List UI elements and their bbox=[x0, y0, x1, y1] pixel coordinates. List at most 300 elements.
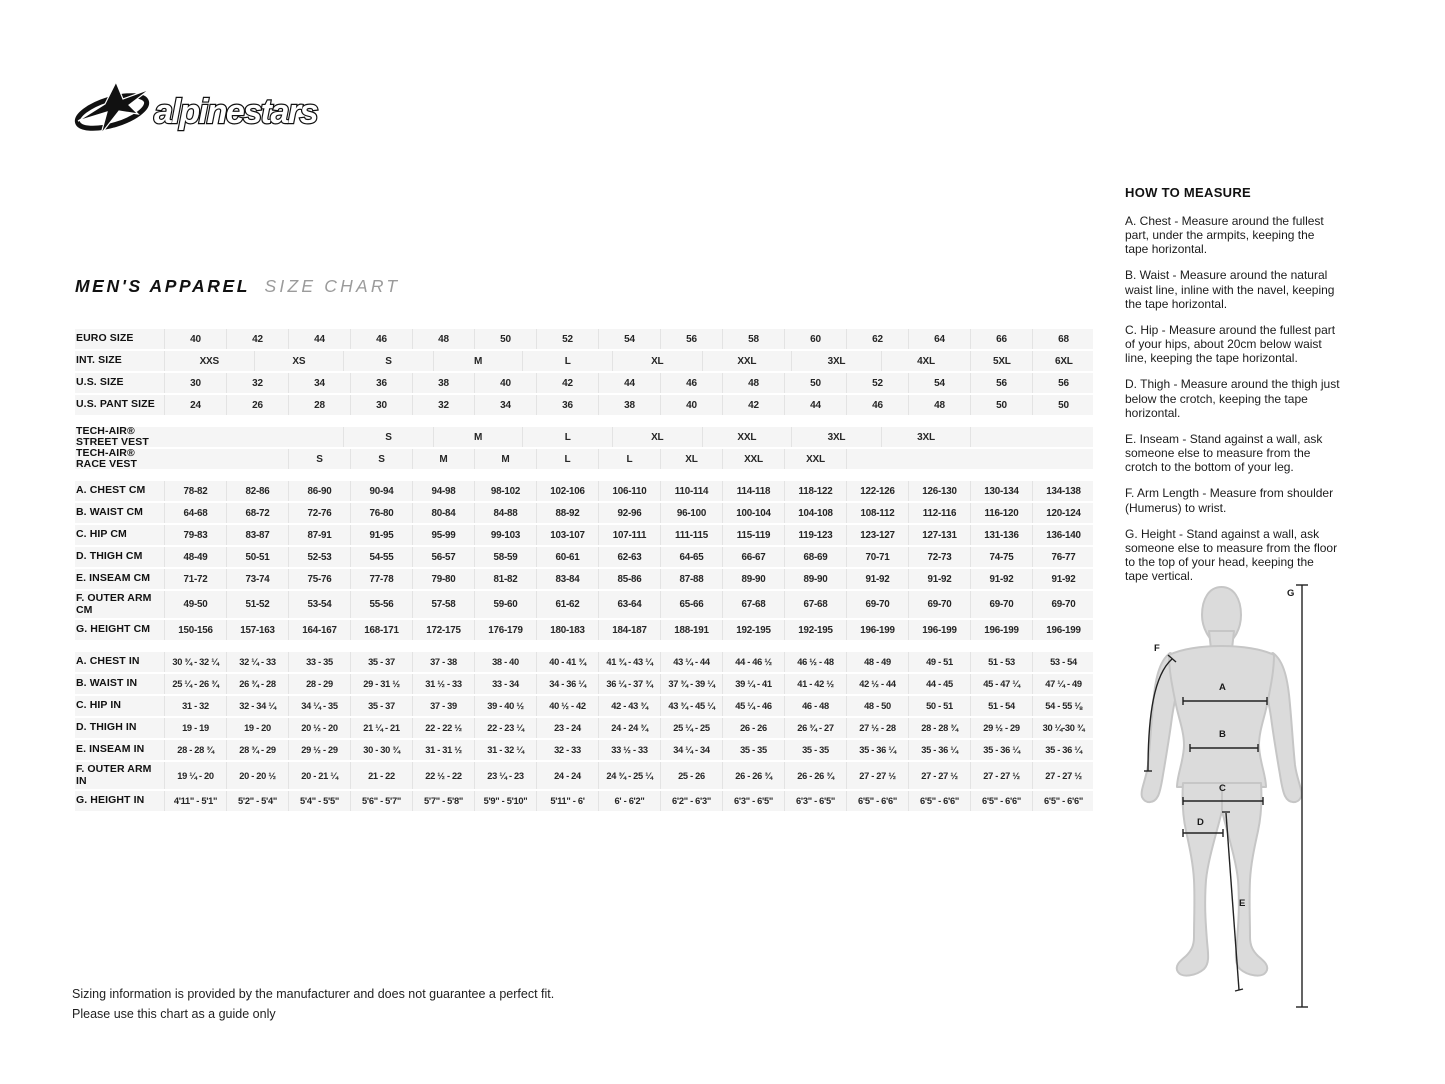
size-cell: 6'2" - 6'3" bbox=[660, 791, 722, 811]
size-cell: 168-171 bbox=[350, 620, 412, 640]
size-cell: 37 - 38 bbox=[412, 652, 474, 672]
size-cell: 25 ¼ - 26 ¾ bbox=[164, 674, 226, 694]
size-cell: 98-102 bbox=[474, 481, 536, 501]
size-cell: 47 ¼ - 49 bbox=[1032, 674, 1094, 694]
size-cell bbox=[164, 449, 226, 469]
size-cell: 50 bbox=[970, 395, 1032, 415]
size-cell: 6'5" - 6'6" bbox=[846, 791, 908, 811]
size-cell: 87-91 bbox=[288, 525, 350, 545]
size-cell: 92-96 bbox=[598, 503, 660, 523]
size-cell: 5'2" - 5'4" bbox=[226, 791, 288, 811]
size-cell: 37 ¾ - 39 ¼ bbox=[660, 674, 722, 694]
size-row bbox=[75, 569, 1093, 589]
size-cell: 24 - 24 ¾ bbox=[598, 718, 660, 738]
size-row bbox=[75, 446, 1093, 470]
size-cell: XXS bbox=[164, 351, 254, 371]
size-cell: 72-76 bbox=[288, 503, 350, 523]
size-cell: 26 ¾ - 27 bbox=[784, 718, 846, 738]
size-cell: 5'11" - 6' bbox=[536, 791, 598, 811]
row-label: C. HIP CM bbox=[76, 528, 127, 541]
size-cell: 20 - 21 ¼ bbox=[288, 762, 350, 789]
size-cell: 54-55 bbox=[350, 547, 412, 567]
size-cell: 5'9" - 5'10" bbox=[474, 791, 536, 811]
size-cell: 37 - 39 bbox=[412, 696, 474, 716]
size-cell: 32 bbox=[412, 395, 474, 415]
size-cell: 74-75 bbox=[970, 547, 1032, 567]
size-cell: 44 - 45 bbox=[908, 674, 970, 694]
size-cell: 19 ¼ - 20 bbox=[164, 762, 226, 789]
size-cell: 56-57 bbox=[412, 547, 474, 567]
size-cell: 91-95 bbox=[350, 525, 412, 545]
size-cell: 35 - 37 bbox=[350, 696, 412, 716]
size-cell: 180-183 bbox=[536, 620, 598, 640]
body-silhouette bbox=[1142, 587, 1302, 976]
size-cell: 46 bbox=[846, 395, 908, 415]
alpinestars-logo bbox=[70, 80, 326, 138]
size-cell: 30 bbox=[350, 395, 412, 415]
table-section-in bbox=[75, 652, 1093, 811]
measure-instruction: F. Arm Length - Measure from shoulder (Humerus) to wrist. bbox=[1125, 486, 1334, 515]
size-cell: 110-114 bbox=[660, 481, 722, 501]
size-cell: 6XL bbox=[1032, 351, 1094, 371]
size-cell: M bbox=[474, 449, 536, 469]
size-cell: 83-84 bbox=[536, 569, 598, 589]
size-cell: XL bbox=[612, 427, 702, 447]
row-label: F. OUTER ARM CM bbox=[76, 592, 152, 616]
size-cell: S bbox=[343, 427, 433, 447]
size-cell: 76-77 bbox=[1032, 547, 1094, 567]
size-cell: 96-100 bbox=[660, 503, 722, 523]
size-cell: 52 bbox=[846, 373, 908, 393]
size-cell: 40 bbox=[660, 395, 722, 415]
size-cell: 107-111 bbox=[598, 525, 660, 545]
row-label: E. INSEAM CM bbox=[76, 572, 151, 585]
size-cell: 26 - 26 bbox=[722, 718, 784, 738]
size-cell: 33 - 35 bbox=[288, 652, 350, 672]
size-cell: 85-86 bbox=[598, 569, 660, 589]
size-row bbox=[75, 696, 1093, 716]
size-cell: 75-76 bbox=[288, 569, 350, 589]
size-cell: 3XL bbox=[791, 427, 881, 447]
size-cell: L bbox=[598, 449, 660, 469]
size-cell: 27 - 27 ½ bbox=[1032, 762, 1094, 789]
size-cell: 28 - 28 ¾ bbox=[908, 718, 970, 738]
size-cell: 58 bbox=[722, 329, 784, 349]
size-cell: 27 - 27 ½ bbox=[908, 762, 970, 789]
size-row bbox=[75, 718, 1093, 738]
size-cell: 28 - 28 ¾ bbox=[164, 740, 226, 760]
size-cell: 26 - 26 ¾ bbox=[784, 762, 846, 789]
how-to-measure bbox=[1125, 185, 1340, 595]
size-cell: 73-74 bbox=[226, 569, 288, 589]
size-row bbox=[75, 503, 1093, 523]
size-cell: 36 bbox=[536, 395, 598, 415]
size-cell: 32 - 33 bbox=[536, 740, 598, 760]
size-cell: 172-175 bbox=[412, 620, 474, 640]
size-cell: 56 bbox=[1032, 373, 1094, 393]
title-primary: MEN'S APPAREL bbox=[75, 276, 251, 296]
size-cell: 35 - 37 bbox=[350, 652, 412, 672]
size-cell: 38 bbox=[598, 395, 660, 415]
size-cell: 34 - 36 ¼ bbox=[536, 674, 598, 694]
size-cell: 31 ½ - 33 bbox=[412, 674, 474, 694]
size-cell: M bbox=[433, 351, 523, 371]
size-row bbox=[75, 395, 1093, 415]
size-cell: 71-72 bbox=[164, 569, 226, 589]
size-cell: 45 ¼ - 46 bbox=[722, 696, 784, 716]
row-label: B. WAIST CM bbox=[76, 506, 144, 519]
size-row bbox=[75, 351, 1093, 371]
size-cell: 90-94 bbox=[350, 481, 412, 501]
size-cell: 19 - 20 bbox=[226, 718, 288, 738]
size-cell: 22 - 23 ¼ bbox=[474, 718, 536, 738]
size-cell: 26 - 26 ¾ bbox=[722, 762, 784, 789]
row-label: U.S. SIZE bbox=[76, 376, 124, 389]
size-cell: 136-140 bbox=[1032, 525, 1094, 545]
size-cell: 54 - 55 ⅛ bbox=[1032, 696, 1094, 716]
size-cell: 49 - 51 bbox=[908, 652, 970, 672]
size-cell: 126-130 bbox=[908, 481, 970, 501]
size-cell: 53-54 bbox=[288, 591, 350, 618]
size-cell: 20 ½ - 20 bbox=[288, 718, 350, 738]
size-cell: 36 bbox=[350, 373, 412, 393]
size-cell: 68 bbox=[1032, 329, 1094, 349]
size-cell: 66 bbox=[970, 329, 1032, 349]
size-cell: 6'3" - 6'5" bbox=[784, 791, 846, 811]
size-cell: S bbox=[288, 449, 350, 469]
size-cell: 4'11" - 5'1" bbox=[164, 791, 226, 811]
size-cell: 65-66 bbox=[660, 591, 722, 618]
size-cell: 20 - 20 ½ bbox=[226, 762, 288, 789]
size-cell: 54 bbox=[908, 373, 970, 393]
size-cell: 50 - 51 bbox=[908, 696, 970, 716]
size-cell: XXL bbox=[784, 449, 846, 469]
size-cell: 99-103 bbox=[474, 525, 536, 545]
size-cell: 184-187 bbox=[598, 620, 660, 640]
size-cell: 88-92 bbox=[536, 503, 598, 523]
size-cell: 59-60 bbox=[474, 591, 536, 618]
size-cell: 67-68 bbox=[722, 591, 784, 618]
size-cell: 22 - 22 ½ bbox=[412, 718, 474, 738]
size-cell: 81-82 bbox=[474, 569, 536, 589]
alpinestars-star-icon bbox=[74, 82, 150, 135]
size-cell: 28 ¾ - 29 bbox=[226, 740, 288, 760]
size-cell: 22 ½ - 22 bbox=[412, 762, 474, 789]
size-cell: 42 bbox=[722, 395, 784, 415]
size-cell: 69-70 bbox=[846, 591, 908, 618]
row-label: A. CHEST IN bbox=[76, 655, 140, 668]
size-cell: 42 ½ - 44 bbox=[846, 674, 908, 694]
size-cell: 38 - 40 bbox=[474, 652, 536, 672]
size-cell: 43 ¾ - 45 ¼ bbox=[660, 696, 722, 716]
table-section-cm bbox=[75, 481, 1093, 640]
size-cell: 4XL bbox=[881, 351, 971, 371]
size-cell: 49-50 bbox=[164, 591, 226, 618]
size-row bbox=[75, 791, 1093, 811]
table-section-sizes bbox=[75, 329, 1093, 415]
size-cell: 52-53 bbox=[288, 547, 350, 567]
row-label: G. HEIGHT IN bbox=[76, 794, 145, 807]
size-cell: 42 bbox=[536, 373, 598, 393]
how-to-measure-list bbox=[1125, 214, 1340, 583]
row-label: B. WAIST IN bbox=[76, 677, 138, 690]
size-cell: 3XL bbox=[791, 351, 881, 371]
size-cell: XXL bbox=[702, 351, 792, 371]
size-cell: 27 - 27 ½ bbox=[846, 762, 908, 789]
size-cell: 35 - 35 bbox=[784, 740, 846, 760]
size-cell: XXL bbox=[702, 427, 792, 447]
size-cell: 46 - 48 bbox=[784, 696, 846, 716]
size-cell: 115-119 bbox=[722, 525, 784, 545]
size-row bbox=[75, 652, 1093, 672]
size-cell: 150-156 bbox=[164, 620, 226, 640]
size-cell: 52 bbox=[536, 329, 598, 349]
measure-instruction: D. Thigh - Measure around the thigh just below the crotch, keeping the tape horizontal. bbox=[1125, 377, 1340, 420]
size-cell: 48 bbox=[412, 329, 474, 349]
figure-label-hip: C bbox=[1219, 783, 1226, 794]
size-cell: 100-104 bbox=[722, 503, 784, 523]
title-secondary: SIZE CHART bbox=[264, 276, 401, 296]
size-cell: 54 bbox=[598, 329, 660, 349]
size-cell: 44 - 46 ½ bbox=[722, 652, 784, 672]
size-row bbox=[75, 591, 1093, 618]
size-cell: 48 bbox=[908, 395, 970, 415]
size-cell: 69-70 bbox=[970, 591, 1032, 618]
size-cell: 94-98 bbox=[412, 481, 474, 501]
size-cell: 111-115 bbox=[660, 525, 722, 545]
size-cell: 30 - 30 ¾ bbox=[350, 740, 412, 760]
size-cell: 77-78 bbox=[350, 569, 412, 589]
figure-label-chest: A bbox=[1219, 682, 1226, 693]
size-cell: 23 - 24 bbox=[536, 718, 598, 738]
size-cell: 68-72 bbox=[226, 503, 288, 523]
size-cell: 35 - 36 ¼ bbox=[846, 740, 908, 760]
size-cell: 103-107 bbox=[536, 525, 598, 545]
row-label: D. THIGH IN bbox=[76, 721, 137, 734]
size-row bbox=[75, 674, 1093, 694]
size-cell: 35 - 35 bbox=[722, 740, 784, 760]
size-cell: 120-124 bbox=[1032, 503, 1094, 523]
size-cell: 79-83 bbox=[164, 525, 226, 545]
size-cell: 89-90 bbox=[784, 569, 846, 589]
size-cell: 44 bbox=[784, 395, 846, 415]
size-cell: 89-90 bbox=[722, 569, 784, 589]
size-cell: 104-108 bbox=[784, 503, 846, 523]
size-cell: 6'5" - 6'6" bbox=[908, 791, 970, 811]
size-cell: 35 - 36 ¼ bbox=[908, 740, 970, 760]
size-cell: 67-68 bbox=[784, 591, 846, 618]
size-cell: 28 bbox=[288, 395, 350, 415]
logo-wordmark: alpinestars bbox=[154, 93, 318, 131]
size-cell: 33 - 34 bbox=[474, 674, 536, 694]
size-cell: 123-127 bbox=[846, 525, 908, 545]
size-cell: XL bbox=[660, 449, 722, 469]
size-cell: 118-122 bbox=[784, 481, 846, 501]
size-cell: 60-61 bbox=[536, 547, 598, 567]
size-cell: 83-87 bbox=[226, 525, 288, 545]
row-label: TECH-AIR® RACE VEST bbox=[76, 446, 137, 470]
disclaimer bbox=[72, 984, 554, 1024]
size-cell: S bbox=[343, 351, 433, 371]
size-cell bbox=[164, 427, 254, 447]
size-cell bbox=[846, 449, 908, 469]
size-cell: 35 - 36 ¼ bbox=[970, 740, 1032, 760]
size-cell: 23 ¼ - 23 bbox=[474, 762, 536, 789]
size-cell: 6' - 6'2" bbox=[598, 791, 660, 811]
measure-instruction: G. Height - Stand against a wall, ask someone else to measure from the floor to the top of your head, keeping the tape vertical. bbox=[1125, 526, 1338, 584]
size-row bbox=[75, 740, 1093, 760]
size-cell: 30 ¼-30 ¾ bbox=[1032, 718, 1094, 738]
size-cell: 48 - 50 bbox=[846, 696, 908, 716]
size-cell bbox=[970, 449, 1032, 469]
size-cell: 196-199 bbox=[908, 620, 970, 640]
size-cell: 27 ½ - 28 bbox=[846, 718, 908, 738]
how-to-measure-heading: HOW TO MEASURE bbox=[1125, 185, 1252, 200]
row-label: TECH-AIR® STREET VEST bbox=[76, 424, 149, 448]
row-label: D. THIGH CM bbox=[76, 550, 143, 563]
size-cell: 29 ½ - 29 bbox=[288, 740, 350, 760]
size-cell: 80-84 bbox=[412, 503, 474, 523]
size-cell: 40 ½ - 42 bbox=[536, 696, 598, 716]
size-cell: 29 ½ - 29 bbox=[970, 718, 1032, 738]
size-cell: 5XL bbox=[970, 351, 1032, 371]
row-label: G. HEIGHT CM bbox=[76, 623, 151, 636]
size-row bbox=[75, 547, 1093, 567]
size-cell: 43 ¼ - 44 bbox=[660, 652, 722, 672]
size-cell: L bbox=[522, 351, 612, 371]
size-cell: 130-134 bbox=[970, 481, 1032, 501]
row-label: INT. SIZE bbox=[76, 354, 122, 367]
size-cell: 196-199 bbox=[1032, 620, 1094, 640]
size-cell: 29 - 31 ½ bbox=[350, 674, 412, 694]
size-cell: 64-68 bbox=[164, 503, 226, 523]
figure-label-thigh: D bbox=[1197, 817, 1204, 828]
size-cell: 53 - 54 bbox=[1032, 652, 1094, 672]
size-cell bbox=[1032, 449, 1094, 469]
figure-label-arm: F bbox=[1154, 643, 1160, 654]
disclaimer-line-1: Sizing information is provided by the manufacturer and does not guarantee a perfect fit. bbox=[72, 987, 555, 1001]
size-cell: 45 - 47 ¼ bbox=[970, 674, 1032, 694]
size-cell: 44 bbox=[598, 373, 660, 393]
size-cell: 21 ¼ - 21 bbox=[350, 718, 412, 738]
size-cell: 34 bbox=[288, 373, 350, 393]
size-cell: 25 ¼ - 25 bbox=[660, 718, 722, 738]
size-chart bbox=[75, 329, 1093, 823]
size-cell: 48-49 bbox=[164, 547, 226, 567]
size-cell: 39 - 40 ½ bbox=[474, 696, 536, 716]
size-cell: 41 ¾ - 43 ¼ bbox=[598, 652, 660, 672]
size-cell: 26 bbox=[226, 395, 288, 415]
size-cell: 102-106 bbox=[536, 481, 598, 501]
measure-instruction: A. Chest - Measure around the fullest part, under the armpits, keeping the tape horizontal. bbox=[1125, 214, 1324, 257]
measure-instruction: C. Hip - Measure around the fullest part of your hips, about 20cm below waist line, keeping the tape horizontal. bbox=[1125, 322, 1336, 366]
size-cell: 34 ¼ - 35 bbox=[288, 696, 350, 716]
row-label: C. HIP IN bbox=[76, 699, 122, 712]
measure-instruction: E. Inseam - Stand against a wall, ask someone else to measure from the crotch to the bottom of your leg. bbox=[1125, 431, 1323, 475]
size-cell: 62 bbox=[846, 329, 908, 349]
row-label: A. CHEST CM bbox=[76, 484, 146, 497]
size-cell: 116-120 bbox=[970, 503, 1032, 523]
size-cell: 188-191 bbox=[660, 620, 722, 640]
row-label: F. OUTER ARM IN bbox=[76, 763, 152, 787]
size-cell: 69-70 bbox=[1032, 591, 1094, 618]
size-cell: 51-52 bbox=[226, 591, 288, 618]
size-cell: 24 bbox=[164, 395, 226, 415]
size-cell: 50-51 bbox=[226, 547, 288, 567]
size-cell: 28 - 29 bbox=[288, 674, 350, 694]
size-cell: 26 ¾ - 28 bbox=[226, 674, 288, 694]
size-cell: XS bbox=[254, 351, 344, 371]
size-cell: 46 ½ - 48 bbox=[784, 652, 846, 672]
size-cell: 50 bbox=[784, 373, 846, 393]
size-cell: 62-63 bbox=[598, 547, 660, 567]
size-cell: 68-69 bbox=[784, 547, 846, 567]
size-cell: 79-80 bbox=[412, 569, 474, 589]
size-cell: 21 - 22 bbox=[350, 762, 412, 789]
size-row bbox=[75, 762, 1093, 789]
size-cell: 114-118 bbox=[722, 481, 784, 501]
size-cell: 30 ¾ - 32 ¼ bbox=[164, 652, 226, 672]
disclaimer-line-2: Please use this chart as a guide only bbox=[72, 1007, 276, 1021]
size-cell bbox=[1032, 427, 1094, 447]
size-cell: 42 - 43 ¾ bbox=[598, 696, 660, 716]
size-cell: 48 - 49 bbox=[846, 652, 908, 672]
size-cell: 106-110 bbox=[598, 481, 660, 501]
figure-label-height: G bbox=[1287, 588, 1295, 599]
size-cell: 24 ¾ - 25 ¼ bbox=[598, 762, 660, 789]
size-cell: 48 bbox=[722, 373, 784, 393]
size-cell: 134-138 bbox=[1032, 481, 1094, 501]
size-cell: 196-199 bbox=[846, 620, 908, 640]
size-cell: 31 - 31 ½ bbox=[412, 740, 474, 760]
body-measurement-figure bbox=[1138, 575, 1328, 1020]
size-cell: L bbox=[522, 427, 612, 447]
size-row bbox=[75, 329, 1093, 349]
size-cell: 69-70 bbox=[908, 591, 970, 618]
size-cell: L bbox=[536, 449, 598, 469]
row-label: U.S. PANT SIZE bbox=[76, 398, 155, 411]
size-cell: 30 bbox=[164, 373, 226, 393]
size-cell: 91-92 bbox=[970, 569, 1032, 589]
size-cell: 56 bbox=[660, 329, 722, 349]
size-cell: 41 - 42 ½ bbox=[784, 674, 846, 694]
size-cell: 84-88 bbox=[474, 503, 536, 523]
size-cell: 91-92 bbox=[908, 569, 970, 589]
size-cell: 91-92 bbox=[1032, 569, 1094, 589]
size-cell: 51 - 53 bbox=[970, 652, 1032, 672]
size-cell: 119-123 bbox=[784, 525, 846, 545]
size-cell: 122-126 bbox=[846, 481, 908, 501]
size-cell: 19 - 19 bbox=[164, 718, 226, 738]
size-cell: 60 bbox=[784, 329, 846, 349]
size-cell: 50 bbox=[1032, 395, 1094, 415]
size-cell: 34 ¼ - 34 bbox=[660, 740, 722, 760]
size-cell: 34 bbox=[474, 395, 536, 415]
measure-instruction: B. Waist - Measure around the natural waist line, inline with the navel, keeping the tape horizontal. bbox=[1125, 268, 1335, 311]
size-cell: 86-90 bbox=[288, 481, 350, 501]
size-cell: 95-99 bbox=[412, 525, 474, 545]
figure-label-waist: B bbox=[1219, 729, 1226, 740]
size-cell: XXL bbox=[722, 449, 784, 469]
size-cell: 61-62 bbox=[536, 591, 598, 618]
size-cell: 42 bbox=[226, 329, 288, 349]
size-cell: 55-56 bbox=[350, 591, 412, 618]
size-cell: 6'5" - 6'6" bbox=[970, 791, 1032, 811]
size-cell: 40 bbox=[474, 373, 536, 393]
size-cell: M bbox=[433, 427, 523, 447]
size-cell: 64 bbox=[908, 329, 970, 349]
size-cell: 63-64 bbox=[598, 591, 660, 618]
